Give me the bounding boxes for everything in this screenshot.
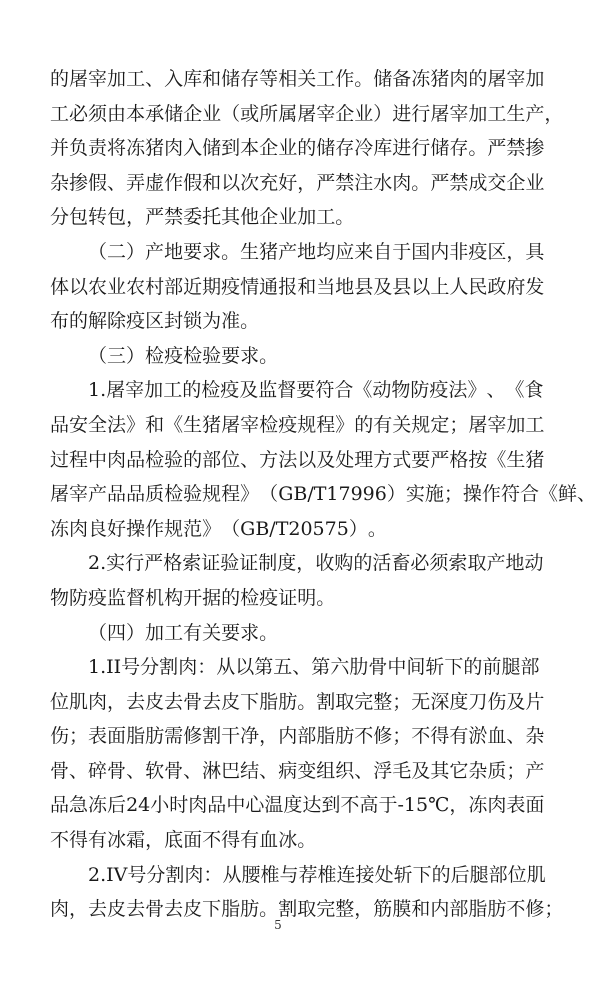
text-line: 不 得 有 冰 霜 ， 底 面 不 得 有 血 冰 。 [50, 829, 317, 852]
text-line: 体 以 农 业 农 村 部 近 期 疫 情 通 报 和 当 地 县 及 县 以 上 人 民 政 府 发 [50, 275, 545, 298]
text-line: 物 防 疫 监 督 机 构 开 据 的 检 疫 证 明 。 [50, 586, 336, 609]
page-number: 5 [274, 918, 282, 932]
text-line: 屠 宰 产 品 品 质 检 验 规 程 》 （ GB/T17996 ） 实 施 ； 操 作 符 合 《 鲜 、 [50, 483, 596, 506]
text-line: 1.II 号 分 割 肉 ： 从 以 第 五 、 第 六 肋 骨 中 间 斩 下 的 前 腿 部 [88, 656, 540, 679]
text-line: 杂 掺 假 、 弄 虚 作 假 和 以 次 充 好 ， 严 禁 注 水 肉 。 严 禁 成 交 企 业 [50, 171, 545, 194]
text-line: 布 的 解 除 疫 区 封 锁 为 准 。 [50, 310, 260, 333]
text-line: 2.IV 号 分 割 肉 ： 从 腰 椎 与 荐 椎 连 接 处 斩 下 的 后 腿 部 位 肌 [88, 863, 546, 886]
text-line: 肉 ， 去 皮 去 骨 去 皮 下 脂 肪 。 割 取 完 整 ， 筋 膜 和 内 部 脂 肪 不 修 ； [50, 898, 564, 921]
text-line: （ 二 ） 产 地 要 求 。 生 猪 产 地 均 应 来 自 于 国 内 非 疫 区 ， 具 [88, 240, 545, 263]
text-line: 冻 肉 良 好 操 作 规 范 》 （ GB/T20575 ） 。 [50, 517, 387, 540]
text-line: 分 包 转 包 ， 严 禁 委 托 其 他 企 业 加 工 。 [50, 206, 355, 229]
text-line: （ 三 ） 检 疫 检 验 要 求 。 [88, 344, 279, 367]
text-line: 位 肌 肉 ， 去 皮 去 骨 去 皮 下 脂 肪 。 割 取 完 整 ； 无 深 度 刀 伤 及 片 [50, 690, 545, 713]
document-body [50, 62, 596, 927]
text-line: 品 安 全 法 》 和 《 生 猪 屠 宰 检 疫 规 程 》 的 有 关 规 定 ； 屠 宰 加 工 [50, 413, 545, 436]
text-line: 并 负 责 将 冻 猪 肉 入 储 到 本 企 业 的 储 存 冷 库 进 行 储 存 。 严 禁 掺 [50, 137, 545, 160]
text-line: 伤 ； 表 面 脂 肪 需 修 割 干 净 ， 内 部 脂 肪 不 修 ； 不 得 有 淤 血 、 杂 [50, 725, 545, 748]
text-line: 品 急 冻 后 24 小 时 肉 品 中 心 温 度 达 到 不 高 于 -15 ℃ ， 冻 肉 表 面 [50, 794, 545, 817]
text-line: 的 屠 宰 加 工 、 入 库 和 储 存 等 相 关 工 作 。 储 备 冻 猪 肉 的 屠 宰 加 [50, 68, 545, 90]
text-line: 工 必 须 由 本 承 储 企 业 （ 或 所 属 屠 宰 企 业 ） 进 行 屠 宰 加 工 生 产 ， [50, 102, 564, 125]
text-line: 2. 实 行 严 格 索 证 验 证 制 度 ， 收 购 的 活 畜 必 须 索 取 产 地 动 [88, 552, 544, 575]
text-line: 骨 、 碎 骨 、 软 骨 、 淋 巴 结 、 病 变 组 织 、 浮 毛 及 其 它 杂 质 ； 产 [50, 759, 545, 782]
text-line: （ 四 ） 加 工 有 关 要 求 。 [88, 621, 279, 644]
text-line: 1. 屠 宰 加 工 的 检 疫 及 监 督 要 符 合 《 动 物 防 疫 法 》 、 《 食 [88, 379, 544, 402]
text-line: 过 程 中 肉 品 检 验 的 部 位 、 方 法 以 及 处 理 方 式 要 严 格 按 《 生 猪 [50, 448, 545, 471]
